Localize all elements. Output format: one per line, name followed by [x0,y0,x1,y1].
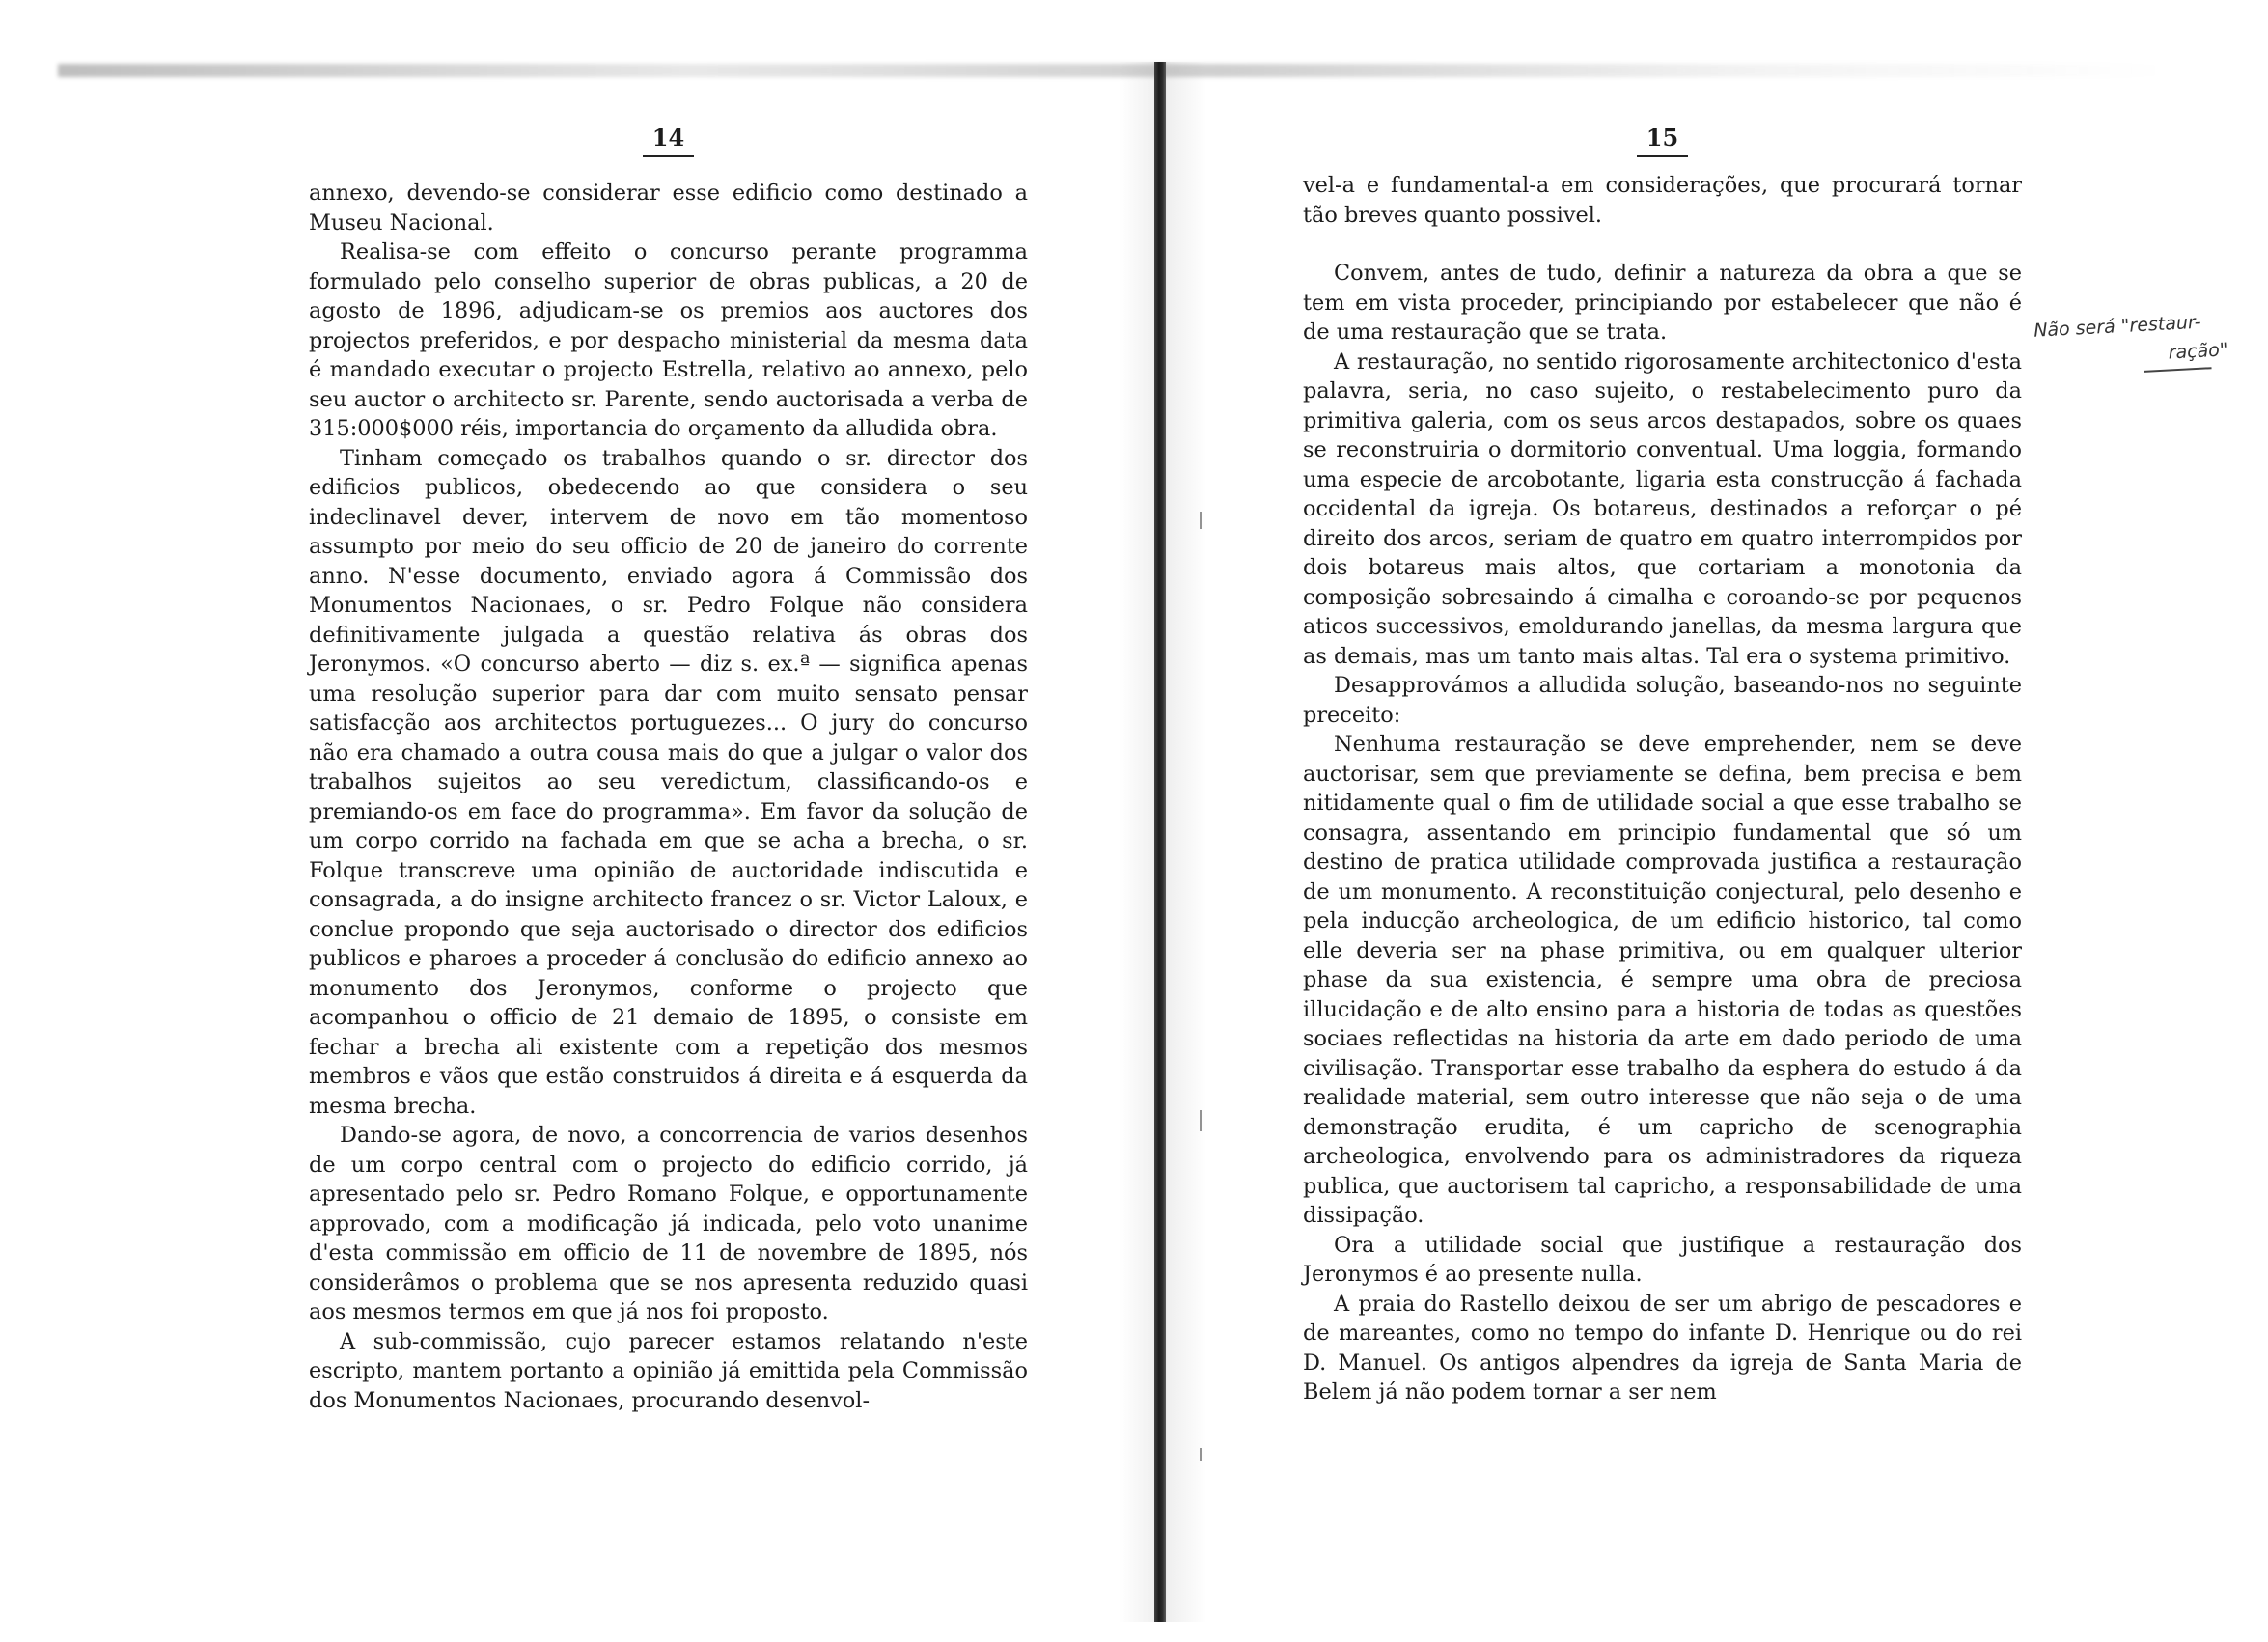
left-page [309,106,1028,1415]
paragraph: vel-a e fundamental-a em considerações, que procurará tornar tão breves quanto possivel. [1303,173,2022,228]
pencil-mark [1200,1448,1202,1461]
right-page-text [1303,171,2022,1407]
margin-note-line-2: ração" [2168,339,2229,364]
pencil-mark [1200,1110,1202,1131]
paragraph: Dando-se agora, de novo, a concorrencia de varios desenhos de um corpo central com o projecto do edificio corrido, já apresentado pelo sr. Pedro Romano Folque, e opportunamente approvado, com a modificação já indicada, pelo voto unanime d'esta commissão em officio de 11 de novembre de 1895, nós considerâmos o problema que se nos apresenta reduzido quasi aos mesmos termos em que já nos foi proposto. [309,1123,1028,1324]
paragraph: Nenhuma restauração se deve emprehender, nem se deve auctorisar, sem que previamente se defina, bem precisa e bem nitidamente qual o fim de utilidade social a que esse trabalho se consagra, assentando em principio fundamental que só um destino de pratica utilidade comprovada justifica a restauração de um monumento. A reconstituição conjectural, pelo desenho e pela inducção archeologica, de um edificio historico, tal como elle deveria ser na phase primitiva, ou em qualquer ulterior phase da sua existencia, é sempre uma obra de preciosa illucidação e de alto ensino para a historia de todas as questões sociaes reflectidas na historia da arte em dado periodo de uma civilisação. Transportar esse trabalho da esphera do estudo á da realidade material, sem outro interesse que não seja o de uma demonstração erudita, é um capricho de scenographia archeologica, envolvendo para os administradores da riqueza publica, que auctorisem tal capricho, a responsabilidade de uma dissipação. [1303,732,2022,1228]
scan-top-edge [58,64,2171,77]
paragraph: Tinham começado os trabalhos quando o sr. director dos edificios publicos, obedecendo ao que considera o seu indeclinavel dever, intervem de novo em tão momentoso assumpto por meio do seu officio de 20 de janeiro do corrente anno. N'esse documento, enviado agora á Commissão dos Monumentos Nacionaes, o sr. Pedro Folque não considera definitivamente julgada a questão relativa ás obras dos Jeronymos. «O concurso aberto — diz s. ex.ª — significa apenas uma resolução superior para dar com muito sensato pensar satisfacção aos architectos portuguezes... O jury do concurso não era chamado a outra cousa mais do que a julgar o valor dos trabalhos sujeitos ao seu veredictum, classificando-os e premiando-os em face do programma». Em favor da solução de um corpo corrido na fachada em que se acha a brecha, o sr. Folque transcreve uma opinião de auctoridade indiscutida e consagrada, a do insigne architecto francez o sr. Victor Laloux, e conclue propondo que seja auctorisado o director dos edificios publicos e pharoes a proceder á conclusão do edificio annexo ao monumento dos Jeronymos, conforme o projecto que acompanhou o officio de 21 demaio de 1895, o consiste em fechar a brecha ali existente com a repetição dos mesmos membros e vãos que estão construidos á direita e á esquerda da mesma brecha. [309,445,1028,1119]
left-page-text [309,179,1028,1415]
book-spine [1154,62,1166,1622]
page-number-right: 15 [1303,124,2022,157]
right-page [1303,106,2022,1407]
page-number-left: 14 [309,124,1028,157]
paragraph: annexo, devendo-se considerar esse edificio como destinado a Museu Nacional. [309,181,1028,236]
paragraph: Ora a utilidade social que justifique a restauração dos Jeronymos é ao presente nulla. [1303,1232,2022,1287]
paragraph: A restauração, no sentido rigorosamente architectonico d'esta palavra, seria, no caso sujeito, o restabelecimento puro da primitiva galeria, com os seus arcos destapados, sobre os quaes se reconstruiria o dormitorio conventual. Uma loggia, formando uma especie de arcobotante, ligaria esta construcção á fachada occidental da igreja. Os botareus, destinados a reforçar o pé direito dos arcos, seriam de quatro em quatro interrompidos por dois botareus mais altos, que cortariam a monotonia da composição sobresaindo á cimalha e coroando-se por pequenos aticos successivos, emoldurando janellas, da mesma largura que as demais, mas um tanto mais altas. Tal era o systema primitivo. [1303,348,2022,669]
paragraph: A praia do Rastello deixou de ser um abrigo de pescadores e de mareantes, como no tempo do infante D. Henrique ou do rei D. Manuel. Os antigos alpendres da igreja de Santa Maria de Belem já não podem tornar a ser nem [1303,1291,2022,1405]
paragraph: Convem, antes de tudo, definir a natureza da obra a que se tem em vista proceder, principiando por estabelecer que não é de uma restauração que se trata. [1303,261,2022,345]
pencil-mark [1200,512,1202,529]
handwritten-margin-note [2033,305,2248,377]
margin-note-line-1: Não será "restaur- [2033,311,2202,342]
paragraph: Desapprovámos a alludida solução, baseando-nos no seguinte preceito: [1303,673,2022,728]
paragraph: A sub-commissão, cujo parecer estamos relatando n'este escripto, mantem portanto a opinião já emittida pela Commissão dos Monumentos Nacionaes, procurando desenvol- [309,1328,1028,1413]
paragraph: Realisa-se com effeito o concurso perante programma formulado pelo conselho superior de obras publicas, a 20 de agosto de 1896, adjudicam-se os premios aos auctores dos projectos preferidos, e por despacho ministerial da mesma data é mandado executar o projecto Estrella, relativo ao annexo, pelo seu auctor o architecto sr. Parente, sendo auctorisada a verba de 315:000$000 réis, importancia do orçamento da alludida obra. [309,239,1028,441]
